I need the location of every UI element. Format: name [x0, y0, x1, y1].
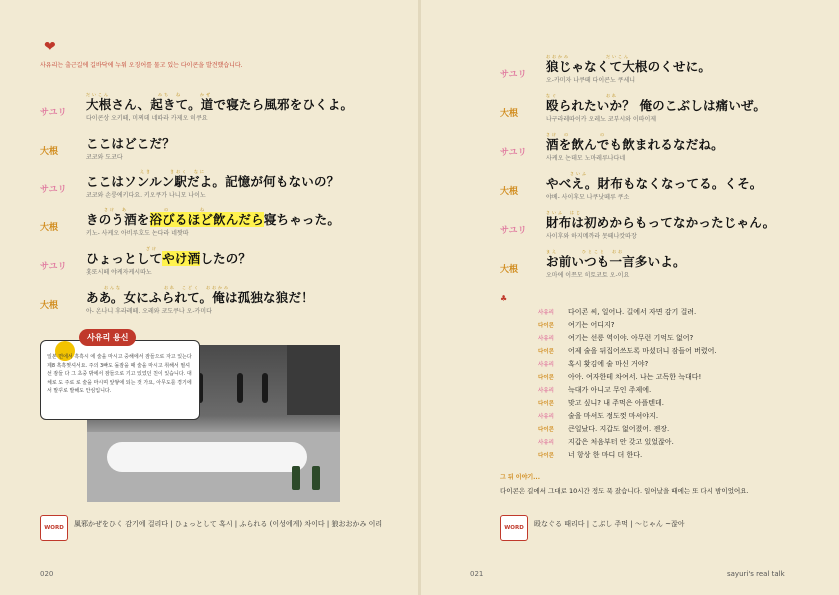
- furigana: おんな おれ こどく おおかみ: [86, 285, 230, 290]
- translation-row: 사유리 늑대가 아니고 무인 주제에.: [538, 386, 652, 394]
- korean-pronunciation: 다이콘상 오키떼, 미찌데 네따라 카제오 히쿠요: [86, 115, 208, 122]
- korean-pronunciation: 오-카미자 나쿠떼 다이콘노 쿠세니: [546, 77, 636, 84]
- speaker-label: サユリ: [40, 185, 67, 195]
- translation-row: 다이콘 큰일났다. 지갑도 없어졌어. 젠장.: [538, 425, 670, 433]
- word-box: [500, 515, 800, 541]
- korean-pronunciation: 사이후와 하지메까라 못떼나캇따장: [546, 233, 637, 240]
- speaker-label: サユリ: [500, 148, 527, 158]
- japanese-line: ここはどこだ？: [86, 136, 175, 151]
- after-story-text: 다이콘은 길에서 그대로 10시간 정도 푹 잤습니다. 일어났을 때에는 또 다시 밤이었어요.: [500, 487, 749, 495]
- korean-pronunciation: 사케오 논데모 노마레루나다네: [546, 155, 626, 162]
- furigana: えき きおく なに: [86, 169, 206, 174]
- furigana: まえ ひとこと おお: [546, 249, 624, 254]
- japanese-line: ここはソンルン駅だよ。記憶が何もないの？: [86, 174, 340, 189]
- furigana: さいふ はじ: [546, 210, 582, 215]
- translation-row: 다이콘 맞고 싶니? 내 주먹은 아플텐데.: [538, 399, 664, 407]
- japanese-line: きのう酒を浴びるほど飲んだら寝ちゃった。: [86, 212, 341, 227]
- pedestrian-shape: [237, 373, 243, 403]
- korean-pronunciation: 오마에 이쯔모 히토코토 오-이요: [546, 272, 630, 279]
- word-entries: 殴なぐる 때리다 | こぶし 주먹 | ～じゃん ~잖아: [534, 520, 685, 528]
- japanese-line: 狼じゃなくて大根のくせに。: [546, 59, 712, 74]
- translation-row: 다이콘 아아. 여자한테 차여서. 나는 고독한 늑대다!: [538, 373, 702, 381]
- speaker-label: 大根: [500, 187, 519, 197]
- furigana: なぐ おれ: [546, 93, 618, 98]
- furigana: おおかみ だいこん: [546, 54, 630, 59]
- word-entries: 風邪かぜをひく 감기에 걸리다 | ひょっとして 혹시 | ふられる (이성에게) 차이다 | 狼おおかみ 이리: [74, 520, 383, 528]
- korean-pronunciation: 키노- 사케오 아비루호도 논다라 네짯따: [86, 230, 189, 237]
- japanese-line: 大根さん、起きて。道で寝たら風邪をひくよ。: [86, 97, 354, 112]
- speaker-label: サユリ: [500, 226, 527, 236]
- bottle-shape: [312, 466, 320, 490]
- speaker-label: サユリ: [40, 108, 67, 118]
- building-shape: [287, 345, 340, 415]
- note-box: [40, 333, 200, 420]
- japanese-line: ひょっとしてやけ酒したの？: [86, 251, 252, 266]
- translation-row: 다이콘 어제 술을 뒤집어쓰도록 마셨더니 잠들어 버렸어.: [538, 347, 717, 355]
- korean-pronunciation: 홋또시떼 야케자케시따노: [86, 269, 152, 276]
- pedestrian-shape: [262, 373, 268, 403]
- note-title: 사유리 용신: [79, 329, 136, 346]
- clover-icon: ♣: [500, 294, 508, 303]
- translation-row: 사유리 혹시 홧김에 술 마신 거야?: [538, 360, 649, 368]
- japanese-line: やべえ。財布もなくなってる。くそ。: [546, 176, 763, 191]
- japanese-line: お前いつも一言多いよ。: [546, 254, 686, 269]
- word-icon: WORD: [500, 515, 528, 541]
- word-box: [40, 515, 383, 541]
- translation-row: 사유리 술을 마셔도 정도껏 마셔야지.: [538, 412, 659, 420]
- furigana: だいこん みち ね かぜ: [86, 92, 212, 97]
- speaker-label: サユリ: [500, 70, 527, 80]
- korean-pronunciation: 아- 온나니 후라레떼. 오레와 코도쿠나 오-카미다: [86, 308, 212, 315]
- korean-pronunciation: 코코와 손룽에키다요. 키오쿠가 나니모 나이노: [86, 192, 206, 199]
- furigana: ざけ: [86, 246, 158, 251]
- page-number: 021: [470, 570, 484, 578]
- furigana: さいふ: [546, 171, 588, 176]
- korean-pronunciation: 코코와 도코다: [86, 154, 123, 161]
- note-text: 일본 면에서 흑흑시 에 술을 마시고 중해에서 잠들으로 자고 있는다 제8 흑흑찢셔서요. 주의 3빠도 돌잠을 때 술을 마시고 취해서 필셔 선 잠들 다 그 초중 밖에서 잠들으로 기고 있었던 친이 있습니다. 대체로 도 주로 로 술을 마시며 앞쌓에 되는 것 가요, 아무도를 경기에서 말꾸로 발해도 안심입니다.: [47, 354, 192, 394]
- right-page: [421, 0, 839, 595]
- speaker-label: 大根: [500, 109, 519, 119]
- korean-pronunciation: 나구라레따이카 오레노 코부시와 이따이제: [546, 116, 657, 123]
- heart-icon: ❤: [44, 39, 56, 55]
- photo-section: [40, 326, 340, 502]
- lying-person-shape: [107, 442, 307, 472]
- page-number: 020: [40, 570, 54, 578]
- korean-pronunciation: 야베- 사이후모 나쿠낫떼루 쿠소: [546, 194, 630, 201]
- translation-row: 사유리 지갑은 처음부터 안 갖고 있었잖아.: [538, 438, 674, 446]
- brand-text: sayuri's real talk: [727, 570, 785, 578]
- japanese-line: 殴られたいか？ 俺のこぶしは痛いぜ。: [546, 98, 767, 113]
- japanese-line: 酒を飲んでも飲まれるなだね。: [546, 137, 724, 152]
- furigana: さけ の の: [546, 132, 606, 137]
- japanese-line: ああ。女にふられて。俺は孤独な狼だ！: [86, 290, 314, 305]
- intro-text: 사유리는 출근길에 길바닥에 누워 오징어를 물고 있는 다이콘을 발견했습니다.: [40, 62, 243, 69]
- bottle-shape: [292, 466, 300, 490]
- word-icon: WORD: [40, 515, 68, 541]
- speaker-label: 大根: [40, 301, 59, 311]
- translation-row: 다이콘 여기는 어디지?: [538, 321, 615, 329]
- translation-row: 사유리 다이콘 씨, 일어나. 길에서 자면 감기 걸려.: [538, 308, 697, 316]
- after-story-label: 그 뒤 이야기...: [500, 474, 540, 481]
- speaker-label: 大根: [40, 223, 59, 233]
- speaker-label: 大根: [500, 265, 519, 275]
- japanese-line: 財布は初めからもってなかったじゃん。: [546, 215, 776, 230]
- furigana: さけ あ の ね: [86, 207, 206, 212]
- speaker-label: サユリ: [40, 262, 67, 272]
- speaker-label: 大根: [40, 147, 59, 157]
- translation-row: 다이콘 너 항상 한 마디 더 한다.: [538, 451, 643, 459]
- translation-row: 사유리 여기는 선릉 역이야. 아무런 기억도 없어?: [538, 334, 694, 342]
